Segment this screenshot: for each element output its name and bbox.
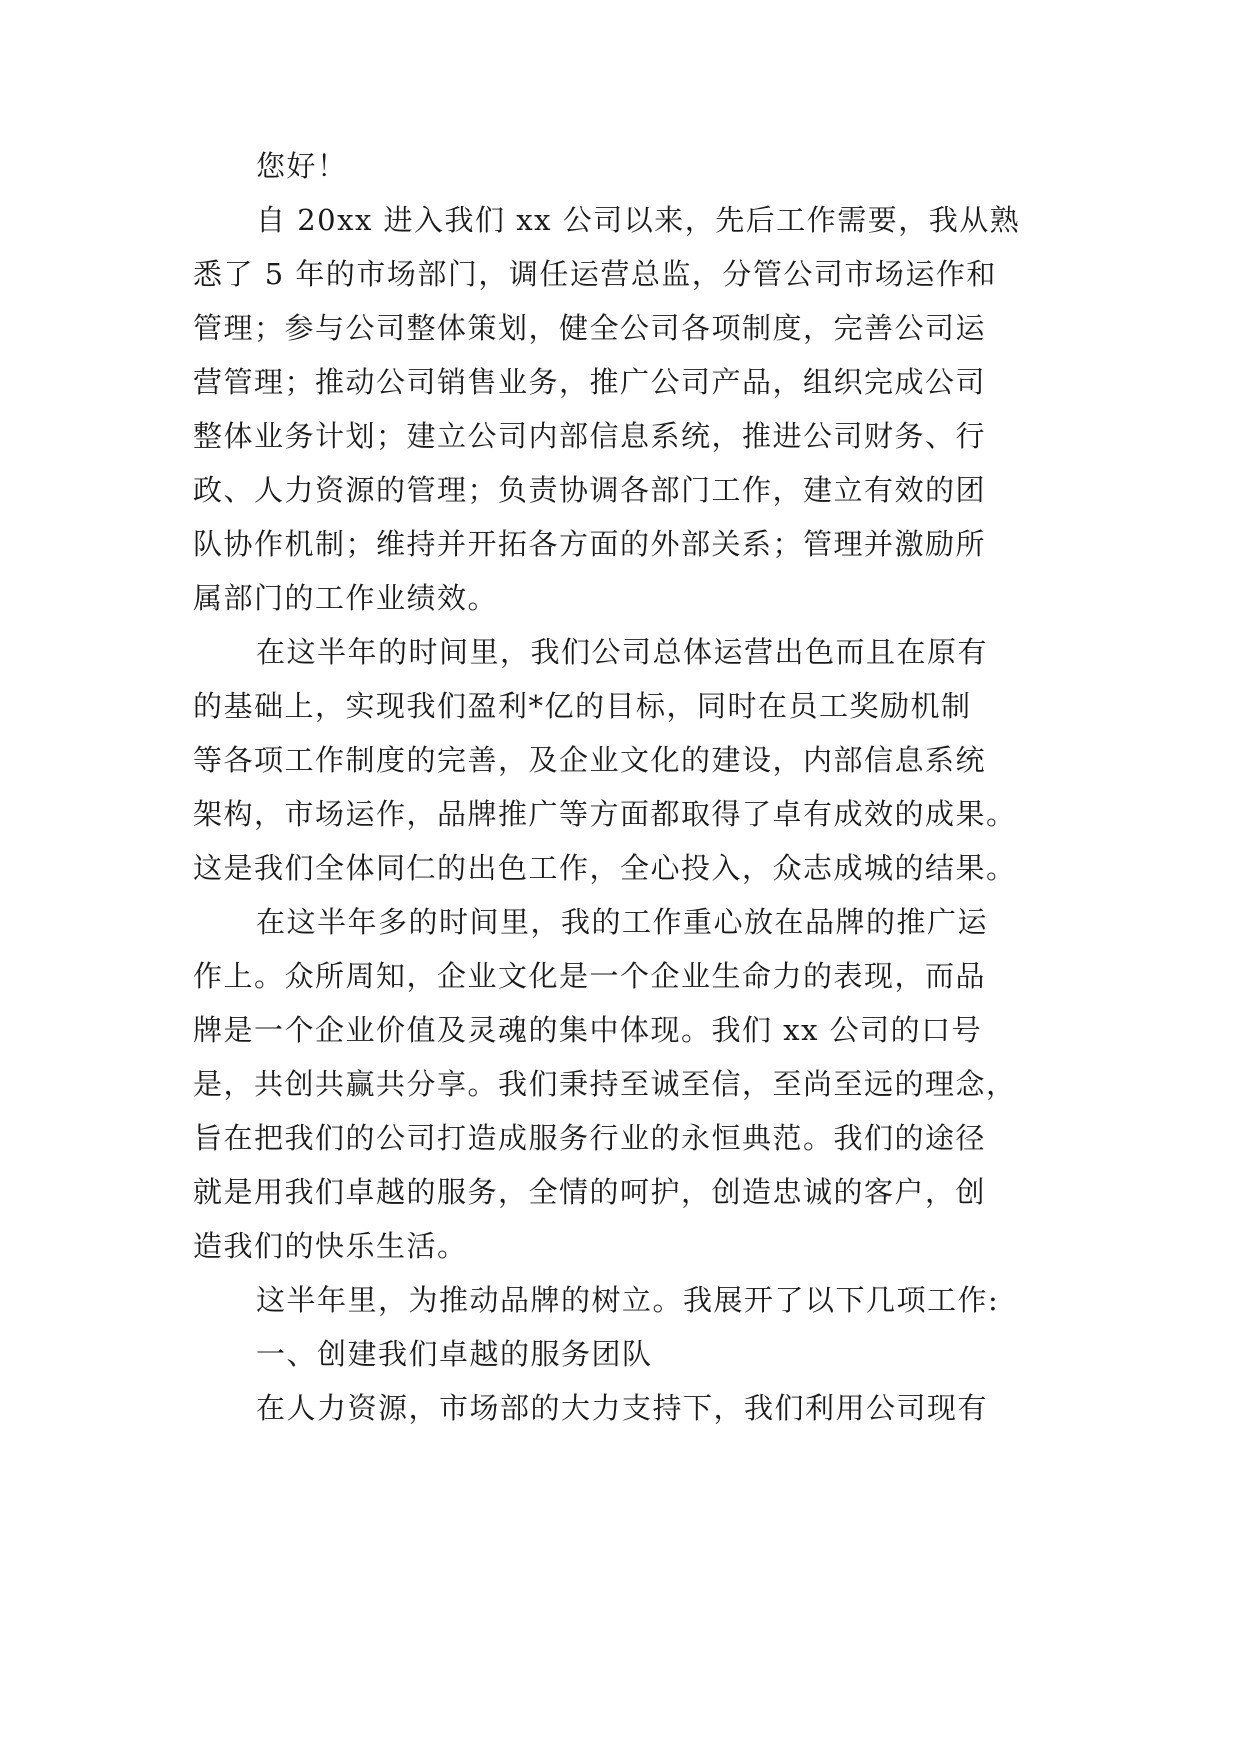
paragraph-line: 政、人力资源的管理；负责协调各部门工作，建立有效的团 [193, 473, 987, 507]
paragraph-line: 在这半年的时间里，我们公司总体运营出色而且在原有 [256, 635, 989, 669]
paragraph-line: 属部门的工作业绩效。 [193, 581, 499, 615]
paragraph-line: 营管理；推动公司销售业务，推广公司产品，组织完成公司 [193, 365, 987, 399]
paragraph-line: 这是我们全体同仁的出色工作，全心投入，众志成城的结果。 [193, 851, 1017, 885]
section-heading: 一、创建我们卓越的服务团队 [256, 1337, 653, 1371]
paragraph-line: 作上。众所周知，企业文化是一个企业生命力的表现，而品 [193, 959, 987, 993]
paragraph-line: 就是用我们卓越的服务，全情的呵护，创造忠诚的客户，创 [193, 1175, 987, 1209]
paragraph-line: 旨在把我们的公司打造成服务行业的永恒典范。我们的途径 [193, 1121, 987, 1155]
paragraph-line: 管理；参与公司整体策划，健全公司各项制度，完善公司运 [193, 311, 987, 345]
paragraph-line: 队协作机制；维持并开拓各方面的外部关系；管理并激励所 [193, 527, 987, 561]
paragraph-line: 自 20xx 进入我们 xx 公司以来，先后工作需要，我从熟 [256, 203, 1021, 237]
paragraph-line: 悉了 5 年的市场部门，调任运营总监，分管公司市场运作和 [193, 257, 997, 291]
paragraph-line: 这半年里，为推动品牌的树立。我展开了以下几项工作: [256, 1283, 1000, 1317]
paragraph-line: 在这半年多的时间里，我的工作重心放在品牌的推广运 [256, 905, 989, 939]
paragraph-line: 是，共创共赢共分享。我们秉持至诚至信，至尚至远的理念， [193, 1067, 1017, 1101]
paragraph-line: 整体业务计划；建立公司内部信息系统，推进公司财务、行 [193, 419, 987, 453]
paragraph-line: 的基础上，实现我们盈利*亿的目标，同时在员工奖励机制 [193, 689, 972, 723]
paragraph-line: 在人力资源，市场部的大力支持下，我们利用公司现有 [256, 1391, 989, 1425]
greeting-line: 您好！ [256, 149, 348, 183]
paragraph-line: 等各项工作制度的完善，及企业文化的建设，内部信息系统 [193, 743, 987, 777]
paragraph-line: 造我们的快乐生活。 [193, 1229, 468, 1263]
paragraph-line: 牌是一个企业价值及灵魂的集中体现。我们 xx 公司的口号 [193, 1013, 983, 1047]
paragraph-line: 架构，市场运作，品牌推广等方面都取得了卓有成效的成果。 [193, 797, 1017, 831]
